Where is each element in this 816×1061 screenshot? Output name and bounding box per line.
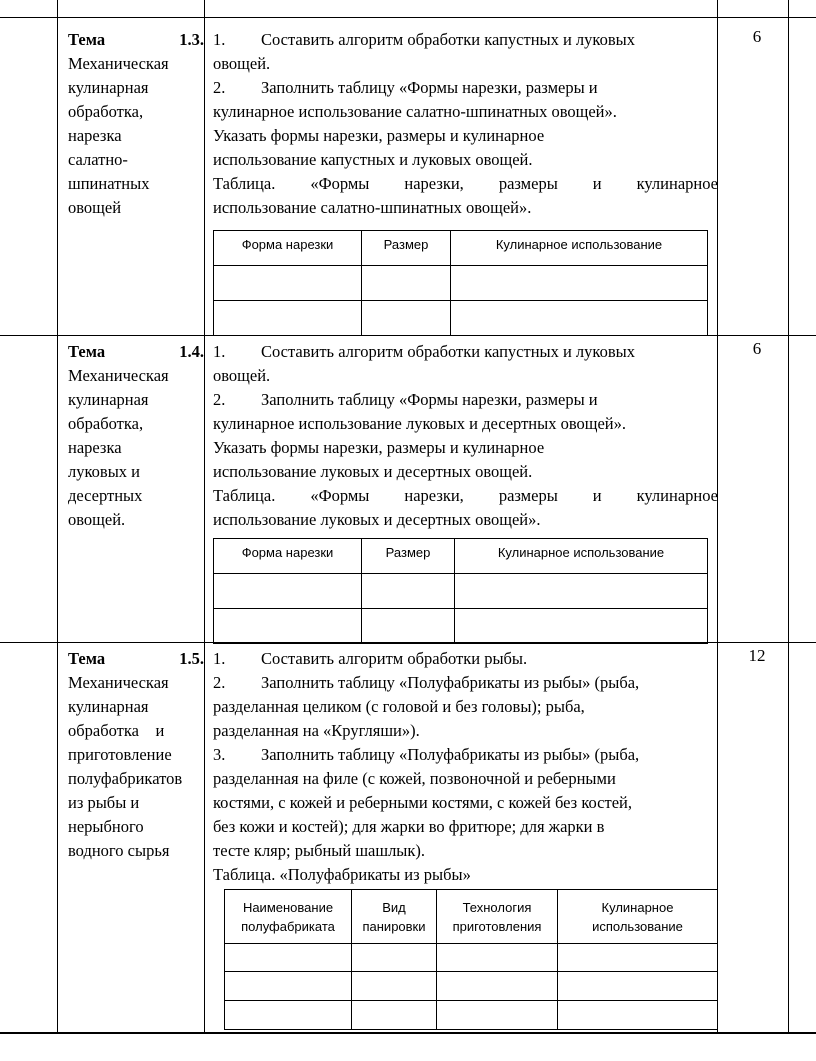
hours-value: 12 [748,646,766,665]
hours-value: 6 [752,27,762,46]
semi-finished-fish-table: Наименование полуфабриката Вид панировки Технология приготовления Кулинарное использование [224,889,718,1030]
table-row [225,972,718,1001]
task-cell: 1. Составить алгоритм обработки капустных и луковых овощей. 2. Заполнить таблицу «Формы нарезки, размеры и кулинарное использование луковых и десертных овощей». Указать формы нарезки, размеры и кулинарное использование луковых и десертных овощей. Таблица. «Формы нарезки, размеры и кулинарное использование луковых и десертных овощей». [213,342,718,529]
table-row [214,301,708,336]
topic-cell: Тема 1.4. Механическая кулинарная обработка, нарезка луковых и десертных овощей. [68,342,204,529]
topic-cell: Тема 1.5. Механическая кулинарная обработка и приготовление полуфабрикатов из рыбы и нерыбного водного сырья [68,649,204,860]
grid-line [204,0,205,1034]
task-cell: 1. Составить алгоритм обработки капустных и луковых овощей. 2. Заполнить таблицу «Формы нарезки, размеры и кулинарное использование салатно-шпинатных овощей». Указать формы нарезки, размеры и кулинарное использование капустных и луковых овощей. Таблица. «Формы нарезки, размеры и кулинарное использование салатно-шпинатных овощей». [213,30,718,217]
grid-line [57,0,58,1034]
table-row [214,574,708,609]
grid-line [0,17,816,18]
task-cell: 1. Составить алгоритм обработки рыбы. 2. Заполнить таблицу «Полуфабрикаты из рыбы» (рыба, разделанная целиком (с головой и без головы); рыба, разделанная на «Кругляши»). 3. Заполнить таблицу «Полуфабрикаты из рыбы» (рыба, разделанная на филе (с кожей, позвоночной и реберными костями, с кожей и реберными костями, с кожей без костей, без кожи и костей); для жарки во фритюре; для жарки в тесте кляр; рыбный шашлык). Таблица. «Полуфабрикаты из рыбы» [213,649,640,884]
topic-cell: Тема 1.3. Механическая кулинарная обработка, нарезка салатно- шпинатных овощей [68,30,204,217]
cutting-forms-table: Форма нарезки Размер Кулинарное использование [213,538,708,644]
grid-line [0,1032,816,1034]
table-row [214,266,708,301]
table-row [214,609,708,644]
table-row [225,944,718,972]
cutting-forms-table: Форма нарезки Размер Кулинарное использование [213,230,708,336]
hours-value: 6 [752,339,762,358]
table-row [225,1001,718,1030]
grid-line [788,0,789,1034]
